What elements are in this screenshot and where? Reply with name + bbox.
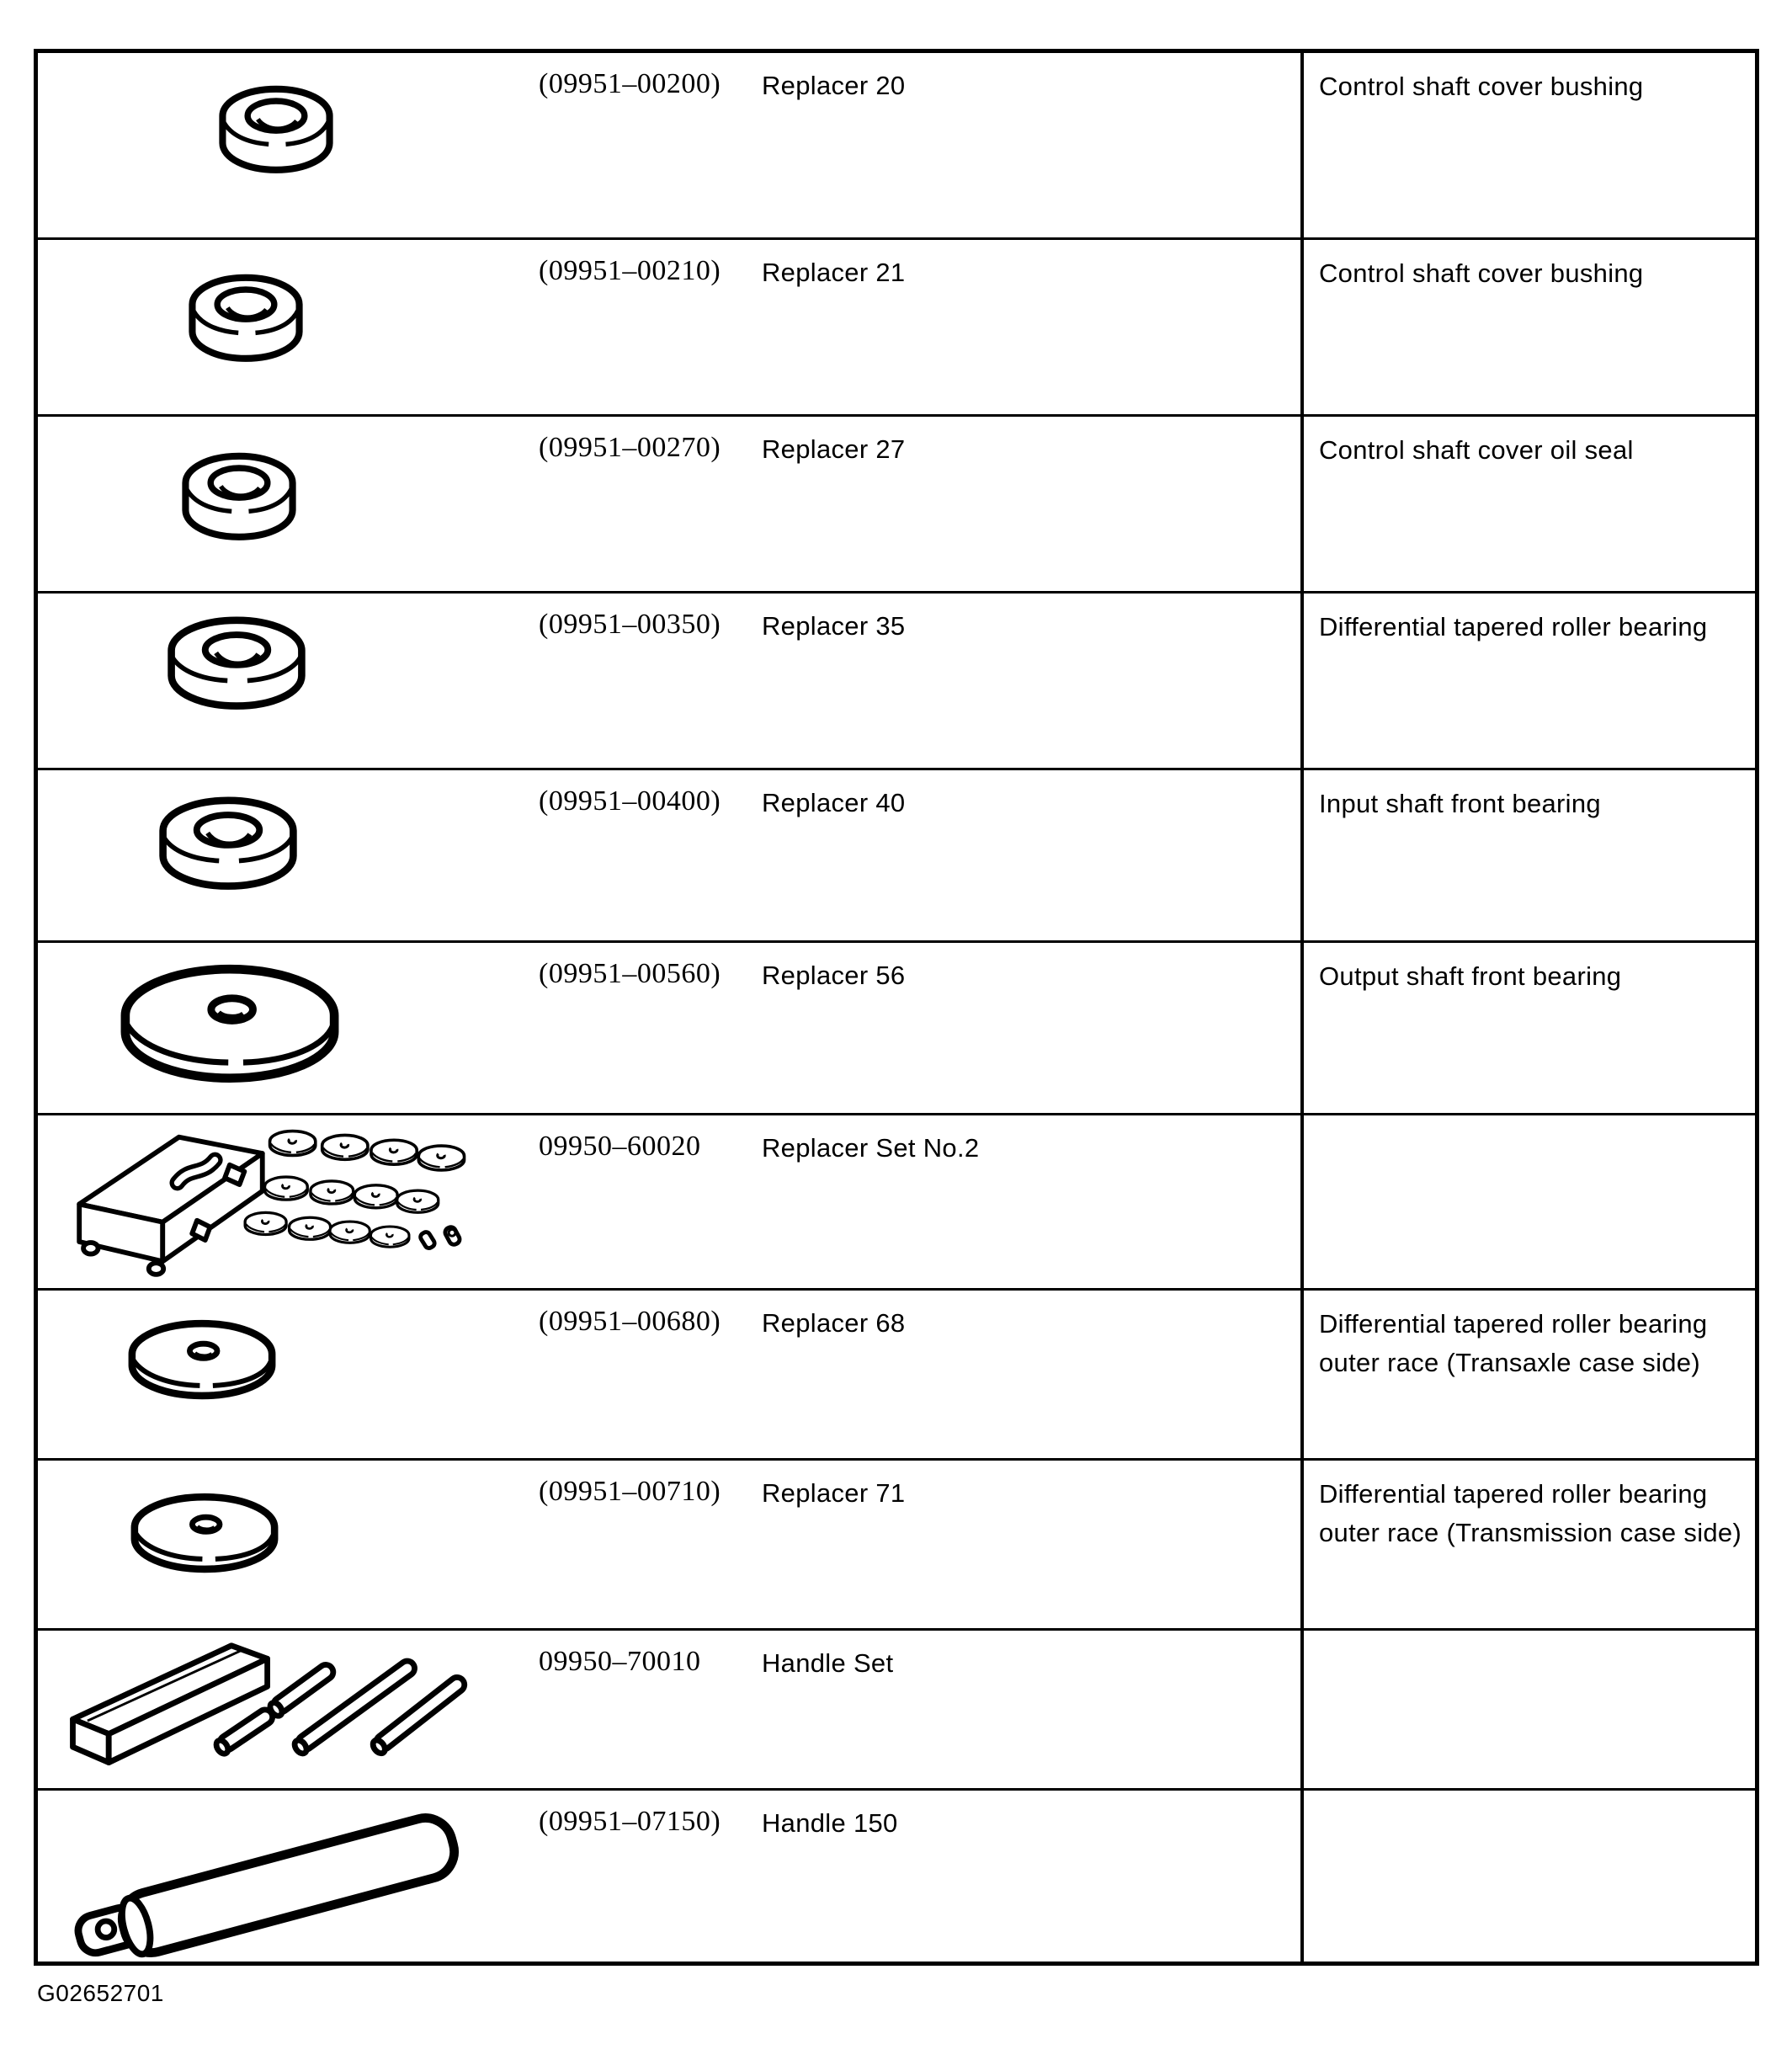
part-number: (09951–00270)	[539, 432, 721, 463]
disc-replacer-illustration	[38, 1291, 539, 1458]
tool-description: Differential tapered roller bearing outer race (Transaxle case side)	[1300, 1291, 1755, 1458]
replacer-set-box-illustration	[38, 1115, 539, 1288]
tool-name: Replacer 40	[762, 788, 906, 817]
tool-description: Differential tapered roller bearing outer race (Transmission case side)	[1300, 1461, 1755, 1628]
table-row	[38, 1631, 1755, 1791]
table-row	[38, 1291, 1755, 1461]
table-row	[38, 594, 1755, 770]
tool-name: Replacer 21	[762, 258, 906, 287]
table-row	[38, 1791, 1755, 1962]
large-disc-replacer-illustration	[38, 943, 539, 1113]
table-row	[38, 53, 1755, 240]
tool-description: Differential tapered roller bearing	[1300, 594, 1755, 768]
tool-description: Control shaft cover oil seal	[1300, 417, 1755, 591]
part-number: (09951–00350)	[539, 609, 721, 640]
tool-name: Handle Set	[762, 1648, 894, 1678]
tool-name: Replacer Set No.2	[762, 1133, 980, 1163]
table-row	[38, 1461, 1755, 1631]
part-number: (09951–00200)	[539, 68, 721, 99]
part-number: (09951–07150)	[539, 1806, 721, 1837]
part-number: (09951–00680)	[539, 1306, 721, 1337]
disc-replacer-illustration	[38, 1461, 539, 1628]
tool-description: Control shaft cover bushing	[1300, 240, 1755, 414]
part-number: 09950–60020	[539, 1131, 701, 1162]
table-row	[38, 943, 1755, 1115]
bushing-replacer-illustration	[38, 240, 539, 414]
bushing-replacer-illustration	[38, 417, 539, 591]
sst-tool-table	[34, 49, 1759, 1966]
handle-150-illustration	[38, 1791, 539, 1962]
tool-description	[1300, 1791, 1755, 1962]
table-row	[38, 240, 1755, 417]
tool-description	[1300, 1115, 1755, 1288]
tool-name: Replacer 20	[762, 71, 906, 100]
tool-name: Replacer 35	[762, 611, 906, 641]
part-number: (09951–00560)	[539, 958, 721, 989]
tool-name: Replacer 27	[762, 434, 906, 464]
tool-name: Handle 150	[762, 1808, 898, 1838]
table-row	[38, 1115, 1755, 1291]
tool-description	[1300, 1631, 1755, 1788]
tool-name: Replacer 71	[762, 1478, 906, 1508]
table-row	[38, 770, 1755, 943]
part-number: 09950–70010	[539, 1646, 701, 1677]
tool-name: Replacer 56	[762, 961, 906, 990]
table-row	[38, 417, 1755, 594]
bearing-replacer-illustration	[38, 770, 539, 940]
tool-description: Output shaft front bearing	[1300, 943, 1755, 1113]
part-number: (09951–00710)	[539, 1476, 721, 1507]
tool-description: Input shaft front bearing	[1300, 770, 1755, 940]
tool-name: Replacer 68	[762, 1308, 906, 1338]
tool-description: Control shaft cover bushing	[1300, 53, 1755, 237]
part-number: (09951–00210)	[539, 255, 721, 286]
handle-set-illustration	[38, 1631, 539, 1788]
figure-code: G02652701	[37, 1980, 164, 2006]
bearing-replacer-illustration	[38, 594, 539, 768]
bushing-replacer-illustration	[38, 53, 539, 237]
part-number: (09951–00400)	[539, 785, 721, 817]
